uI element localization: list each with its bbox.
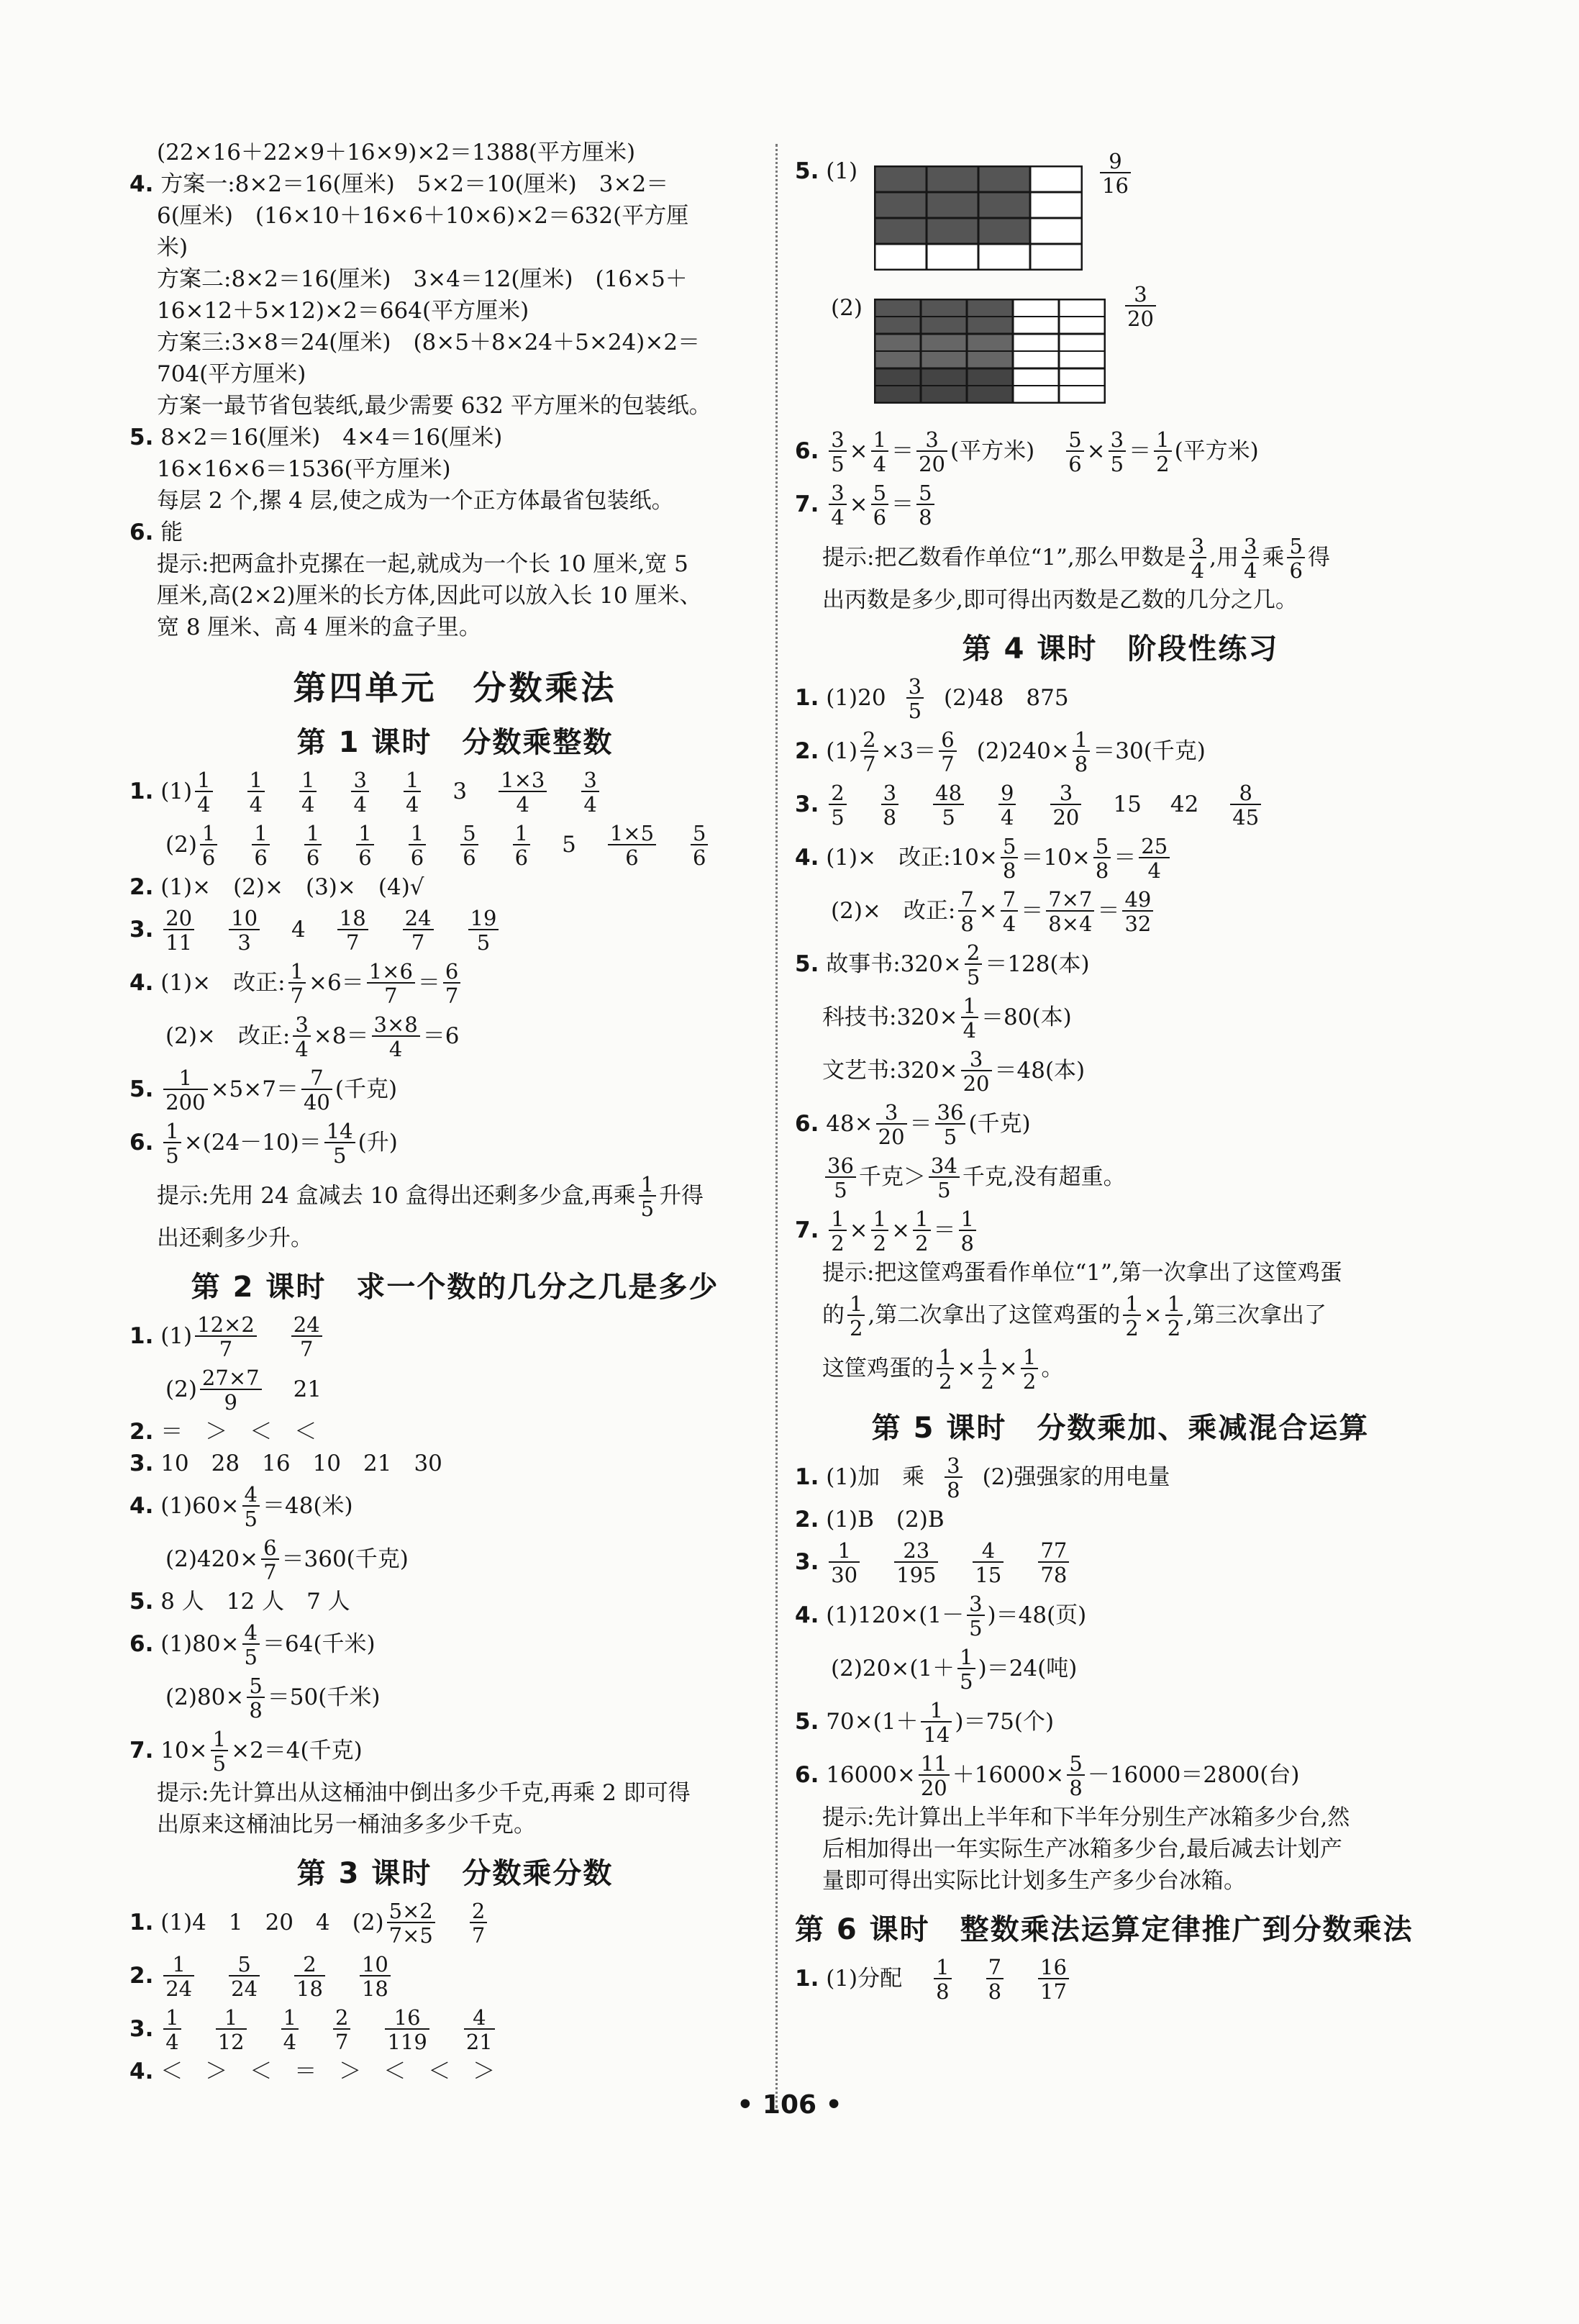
answer-line: (2)80× $\frac{5}{8}$ ＝50(千米) (165, 1674, 381, 1722)
answer-line: 4. (1)120×(1－ $\frac{3}{5}$ )＝48(页) (795, 1592, 1087, 1640)
left-column (129, 137, 781, 2087)
answer-line: $\frac{36}{5}$ 千克＞ $\frac{34}{5}$ 千克,没有超重。 (795, 1150, 1446, 1204)
hint-line: 提示:把这筐鸡蛋看作单位“1”,第一次拿出了这筐鸡蛋 (822, 1260, 1342, 1286)
text-line: 4. 方案一:8×2＝16(厘米) 5×2＝10(厘米) 3×2＝ (129, 171, 669, 197)
text-line: (22×16＋22×9＋16×9)×2＝1388(平方厘米) (157, 140, 636, 165)
answer-line: 6. (1)80× $\frac{4}{5}$ ＝64(千米) (129, 1620, 376, 1669)
hint-line: 出丙数是多少,即可得出丙数是乙数的几分之几。 (822, 587, 1298, 613)
text-line: 每层 2 个,摞 4 层,使之成为一个正方体最省包装纸。 (157, 488, 674, 514)
answer-line: 4. ＜ ＞ ＜ ＝ ＞ ＜ ＜ ＞ (129, 2059, 496, 2084)
text-line: 方案一最节省包装纸,最少需要 632 平方厘米的包装纸。 (157, 393, 711, 419)
answer-line: 2. ＝ ＞ ＜ ＜ (129, 1419, 317, 1445)
hint-line: 这筐鸡蛋的 $\frac{1}{2}$ × $\frac{1}{2}$ × $\frac{1}{2}$ 。 (822, 1345, 1064, 1394)
answer-line: 4. (1)× 改正:10× $\frac{5}{8}$ ＝10× $\frac{5}{8}$ ＝ $\frac{25}{4}$ (795, 831, 1446, 884)
lesson-title: 第 5 课时 分数乘加、乘减混合运算 (871, 1412, 1370, 1445)
unit-title: 第四单元 分数乘法 (293, 668, 617, 707)
answer-line: 6. 16000× $\frac{11}{20}$ ＋16000× $\frac{5}{8}$ －16000＝2800(台) (795, 1751, 1300, 1800)
answer-line: 5. 故事书:320× $\frac{2}{5}$ ＝128(本) (795, 940, 1090, 989)
lesson-title: 第 2 课时 求一个数的几分之几是多少 (191, 1271, 719, 1304)
text-line: 16×12＋5×12)×2＝664(平方厘米) (157, 298, 529, 324)
text-line: 提示:把两盒扑克摞在一起,就成为一个长 10 厘米,宽 5 (157, 551, 688, 577)
text-line: 6. 能 (129, 519, 183, 545)
answer-line: (2)20×(1＋ $\frac{1}{5}$ )＝24(吨) (831, 1645, 1078, 1694)
question-label: (2) (831, 295, 863, 321)
page-number: • 106 • (737, 2090, 842, 2120)
lesson-title: 第 4 课时 阶段性练习 (962, 632, 1279, 666)
answer-line: 3. $\frac{1}{30}$ $\frac{23}{195}$ $\frac{4}{15}$ $\frac{77}{78}$ (795, 1535, 1446, 1589)
answer-line: 1. (1)分配 $\frac{1}{8}$ $\frac{7}{8}$ $\frac{16}{17}$ (795, 1952, 1446, 2005)
text-line: 方案二:8×2＝16(厘米) 3×4＝12(厘米) (16×5＋ (157, 266, 688, 292)
grid-figure-2 (874, 299, 1106, 404)
hint-line: 提示:先用 24 盒减去 10 盒得出还剩多少盒,再乘 $\frac{1}{5}$ 升得 (157, 1172, 704, 1221)
grid-fraction: $\frac{3}{20}$ (1122, 284, 1159, 330)
text-line: 厘米,高(2×2)厘米的长方体,因此可以放入长 10 厘米、 (157, 583, 702, 609)
hint-line: 出还剩多少升。 (157, 1225, 313, 1251)
right-column (795, 151, 1446, 2005)
hint-line: 后相加得出一年实际生产冰箱多少台,最后减去计划产 (822, 1836, 1342, 1862)
answer-line: 4. (1)× 改正: $\frac{1}{7}$ ×6＝ $\frac{1\times 6}{7}$ ＝ $\frac{6}{7}$ (129, 956, 781, 1009)
answer-line: 1. (1)加 乘 $\frac{3}{8}$ (2)强强家的用电量 (795, 1453, 1170, 1502)
hint-line: 的 $\frac{1}{2}$ ,第二次拿出了这筐鸡蛋的 $\frac{1}{2}$ × $\frac{1}{2}$ ,第三次拿出了 (822, 1292, 1327, 1340)
answer-line: 1. (1)20 $\frac{3}{5}$ (2)48 875 (795, 674, 1069, 723)
lesson-title: 第 3 课时 分数乘分数 (296, 1857, 614, 1890)
answer-line: (2) $\frac{27\times 7}{9}$ 21 (165, 1366, 322, 1415)
question-label: 5. (1) (795, 158, 858, 184)
answer-line: 7. 10× $\frac{1}{5}$ ×2＝4(千克) (129, 1727, 363, 1776)
answer-line: 2. (1) $\frac{2}{7}$ ×3＝ $\frac{6}{7}$ (2)240× $\frac{1}{8}$ ＝30(千克) (795, 727, 1206, 776)
answer-line: 2. (1)× (2)× (3)× (4)√ (129, 874, 424, 900)
answer-line: 6. $\frac{3}{5}$ × $\frac{1}{4}$ ＝ $\frac{3}{20}$ (平方米) $\frac{5}{6}$ × $\frac{3}{5}$ ＝ $\frac{1}{2}$ (平方米) (795, 427, 1259, 476)
answer-line: (2) $\frac{1}{6}$ $\frac{1}{6}$ $\frac{1}{6}$ $\frac{1}{6}$ $\frac{1}{6}$ $\frac{5}{6}$ $\frac{1}{6}$ 5 $\frac{1\times 5}{6}$ $\frac{5}{6}$ (129, 818, 781, 871)
answer-line: 2. (1)B (2)B (795, 1507, 945, 1533)
answer-line: 6. 48× $\frac{3}{20}$ ＝ $\frac{36}{5}$ (千克) (795, 1100, 1031, 1149)
text-line: 16×16×6＝1536(平方厘米) (157, 456, 451, 482)
answer-line: 6. $\frac{1}{5}$ ×(24－10)＝ $\frac{14}{5}$ (升) (129, 1119, 398, 1168)
lesson-title: 第 6 课时 整数乘法运算定律推广到分数乘法 (795, 1913, 1414, 1946)
answer-line: 3. $\frac{1}{4}$ $\frac{1}{12}$ $\frac{1}{4}$ $\frac{2}{7}$ $\frac{16}{119}$ $\frac{4}{21}$ (129, 2002, 781, 2056)
answer-line: 5. $\frac{1}{200}$ ×5×7＝ $\frac{7}{40}$ (千克) (129, 1066, 398, 1115)
text-line: 6(厘米) (16×10＋16×6＋10×6)×2＝632(平方厘 (157, 203, 689, 229)
answer-line: (2)× 改正: $\frac{3}{4}$ ×8＝ $\frac{3\times 8}{4}$ ＝6 (165, 1012, 460, 1061)
answer-line: 5. 8 人 12 人 7 人 (129, 1589, 350, 1615)
answer-line: (2)420× $\frac{6}{7}$ ＝360(千克) (165, 1535, 409, 1584)
grid-figures (795, 151, 1446, 425)
answer-line: 4. (1)60× $\frac{4}{5}$ ＝48(米) (129, 1482, 353, 1531)
answer-line: 5. 70×(1＋ $\frac{1}{14}$ )＝75(个) (795, 1698, 1055, 1747)
lesson-title: 第 1 课时 分数乘整数 (296, 726, 614, 759)
answer-line: 3. $\frac{2}{5}$ $\frac{3}{8}$ $\frac{48}{5}$ $\frac{9}{4}$ $\frac{3}{20}$ 15 42 $\frac{8}{45}$ (795, 778, 1446, 831)
answer-line: 科技书:320× $\frac{1}{4}$ ＝80(本) (822, 994, 1072, 1043)
answer-line: 3. 10 28 16 10 21 30 (129, 1451, 442, 1476)
text-line: 704(平方厘米) (157, 361, 306, 387)
answer-line: (2)× 改正: $\frac{7}{8}$ × $\frac{7}{4}$ ＝ $\frac{7\times 7}{8\times 4}$ ＝ $\frac{49}{32}$ (795, 884, 1446, 938)
answer-line: 3. $\frac{20}{11}$ $\frac{10}{3}$ 4 $\frac{18}{7}$ $\frac{24}{7}$ $\frac{19}{5}$ (129, 903, 781, 956)
grid-fraction: $\frac{9}{16}$ (1097, 151, 1134, 196)
hint-line: 量即可得出实际比计划多生产多少台冰箱。 (822, 1868, 1246, 1894)
answer-line: 1. (1)4 1 20 4 (2) $\frac{5\times 2}{7\times 5}$ $\frac{2}{7}$ (129, 1896, 781, 1949)
answer-line: 7. $\frac{3}{4}$ × $\frac{5}{6}$ ＝ $\frac{5}{8}$ (795, 478, 1446, 531)
answer-line: 1. (1) $\frac{1}{4}$ $\frac{1}{4}$ $\frac{1}{4}$ $\frac{3}{4}$ $\frac{1}{4}$ 3 $\frac{1\times 3}{4}$ $\frac{3}{4}$ (129, 765, 781, 818)
answer-line: 2. $\frac{1}{24}$ $\frac{5}{24}$ $\frac{2}{18}$ $\frac{10}{18}$ (129, 1949, 781, 2002)
text-line: 宽 8 厘米、高 4 厘米的盒子里。 (157, 614, 481, 640)
text-line: 米) (157, 235, 188, 260)
hint-line: 提示:先计算出上半年和下半年分别生产冰箱多少台,然 (822, 1805, 1350, 1830)
answer-line: 7. $\frac{1}{2}$ × $\frac{1}{2}$ × $\frac{1}{2}$ ＝ $\frac{1}{8}$ (795, 1204, 1446, 1257)
answer-line: 文艺书:320× $\frac{3}{20}$ ＝48(本) (822, 1047, 1086, 1096)
hint-line: 出原来这桶油比另一桶油多多少千克。 (157, 1812, 536, 1838)
text-line: 方案三:3×8＝24(厘米) (8×5＋8×24＋5×24)×2＝ (157, 330, 701, 355)
answer-line: 1. (1) $\frac{12\times 2}{7}$ $\frac{24}{7}$ (129, 1309, 781, 1363)
hint-line: 提示:把乙数看作单位“1”,那么甲数是 $\frac{3}{4}$ ,用 $\frac{3}{4}$ 乘 $\frac{5}{6}$ 得 (822, 534, 1330, 583)
grid-figure-1 (874, 165, 1083, 271)
text-line: 5. 8×2＝16(厘米) 4×4＝16(厘米) (129, 425, 503, 450)
hint-line: 提示:先计算出从这桶油中倒出多少千克,再乘 2 即可得 (157, 1780, 691, 1806)
